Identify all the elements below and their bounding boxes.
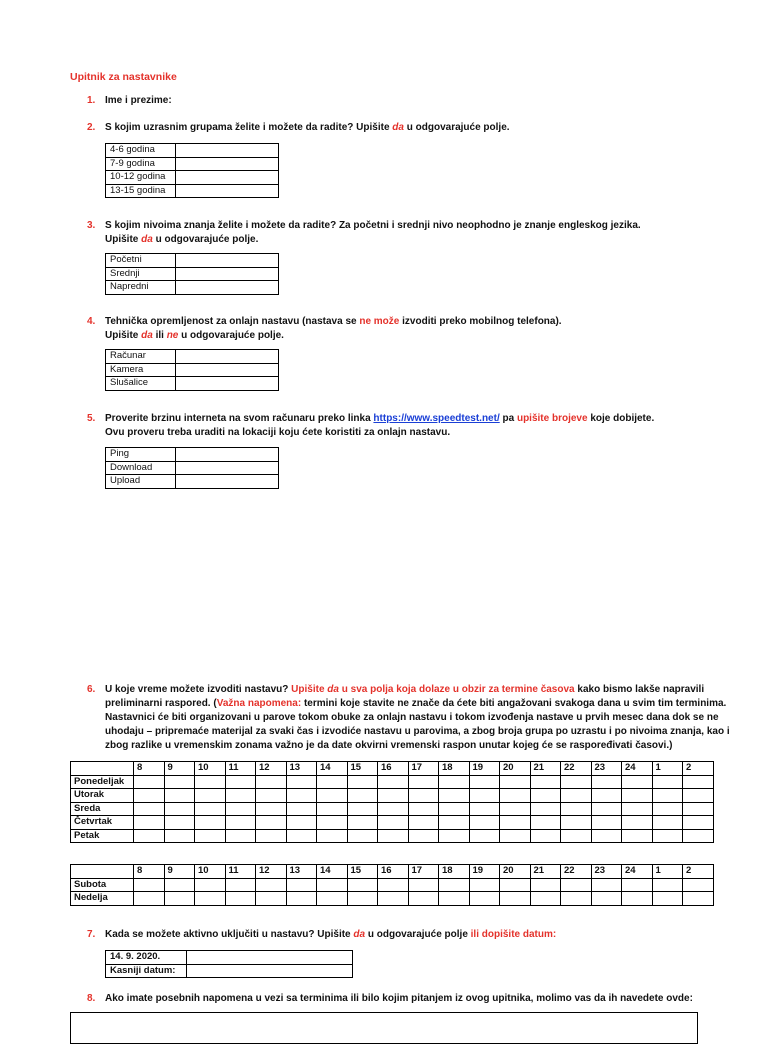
slot-cell[interactable] [347, 878, 378, 892]
slot-cell[interactable] [134, 775, 165, 789]
question-3-instruction: Upišite da u odgovarajuće polje. [105, 234, 259, 245]
day-label: Petak [71, 829, 134, 843]
slot-cell[interactable] [286, 829, 317, 843]
slot-cell[interactable] [622, 878, 653, 892]
slot-cell[interactable] [134, 878, 165, 892]
answer-cell[interactable] [176, 267, 279, 281]
row-label: Download [106, 461, 176, 475]
hour-header: 18 [439, 865, 470, 879]
slot-cell[interactable] [530, 789, 561, 803]
slot-cell[interactable] [256, 829, 287, 843]
answer-cell[interactable] [187, 951, 353, 965]
slot-cell[interactable] [591, 892, 622, 906]
slot-cell[interactable] [652, 789, 683, 803]
slot-cell[interactable] [317, 789, 348, 803]
row-label: 4-6 godina [106, 144, 176, 158]
row-label: 10-12 godina [106, 171, 176, 185]
answer-cell[interactable] [187, 964, 353, 978]
answer-cell[interactable] [176, 144, 279, 158]
slot-cell[interactable] [500, 802, 531, 816]
hour-header: 23 [591, 865, 622, 879]
slot-cell[interactable] [591, 789, 622, 803]
slot-cell[interactable] [561, 878, 592, 892]
answer-cell[interactable] [176, 184, 279, 198]
table-row [71, 829, 714, 843]
slot-cell[interactable] [347, 775, 378, 789]
row-label: 7-9 godina [106, 157, 176, 171]
slot-cell[interactable] [591, 816, 622, 830]
slot-cell[interactable] [164, 775, 195, 789]
start-date-table [105, 950, 353, 978]
slot-cell[interactable] [317, 892, 348, 906]
day-label: Četvrtak [71, 816, 134, 830]
question-4-instruction: Upišite da ili ne u odgovarajuće polje. [105, 330, 284, 341]
slot-cell[interactable] [286, 892, 317, 906]
slot-cell[interactable] [286, 802, 317, 816]
row-label: Računar [106, 350, 176, 364]
answer-cell[interactable] [176, 448, 279, 462]
day-label: Utorak [71, 789, 134, 803]
table-row [71, 816, 714, 830]
slot-cell[interactable] [286, 878, 317, 892]
slot-cell[interactable] [164, 892, 195, 906]
question-6-note-line: Nastavnici će biti organizovani u parove tokom obuke za onlajn nastavu i tokom izvođenja nastave u prvih mesec dana dok se ne [105, 712, 719, 723]
slot-cell[interactable] [469, 829, 500, 843]
slot-cell[interactable] [439, 775, 470, 789]
table-row [106, 363, 279, 377]
slot-cell[interactable] [652, 892, 683, 906]
hour-header: 17 [408, 865, 439, 879]
hour-header: 16 [378, 865, 409, 879]
hour-header: 24 [622, 762, 653, 776]
answer-cell[interactable] [176, 350, 279, 364]
equipment-table [105, 349, 279, 391]
slot-cell[interactable] [439, 789, 470, 803]
row-label: Upload [106, 475, 176, 489]
slot-cell[interactable] [469, 878, 500, 892]
slot-cell[interactable] [256, 878, 287, 892]
slot-cell[interactable] [500, 892, 531, 906]
slot-cell[interactable] [317, 775, 348, 789]
slot-cell[interactable] [652, 829, 683, 843]
slot-cell[interactable] [225, 802, 256, 816]
hour-header: 10 [195, 865, 226, 879]
slot-cell[interactable] [195, 802, 226, 816]
slot-cell[interactable] [652, 775, 683, 789]
slot-cell[interactable] [469, 775, 500, 789]
table-row [106, 144, 279, 158]
slot-cell[interactable] [622, 829, 653, 843]
slot-cell[interactable] [195, 789, 226, 803]
question-number: 4. [87, 316, 96, 327]
hour-header: 21 [530, 762, 561, 776]
hour-header: 18 [439, 762, 470, 776]
slot-cell[interactable] [225, 878, 256, 892]
slot-cell[interactable] [591, 829, 622, 843]
slot-cell[interactable] [378, 829, 409, 843]
row-label: Slušalice [106, 377, 176, 391]
header-row [71, 865, 714, 879]
table-row [106, 184, 279, 198]
slot-cell[interactable] [195, 829, 226, 843]
day-label: Nedelja [71, 892, 134, 906]
slot-cell[interactable] [378, 878, 409, 892]
slot-cell[interactable] [195, 878, 226, 892]
hour-header: 1 [652, 762, 683, 776]
slot-cell[interactable] [378, 775, 409, 789]
slot-cell[interactable] [683, 802, 714, 816]
slot-cell[interactable] [195, 816, 226, 830]
hour-header: 9 [164, 865, 195, 879]
question-6-note-line: uhodaju – pripremaće materijal za svaki čas i izvodiće nastavu u parovima, a zbog broja grupa po uzrastu i po nivoima znanja, kao i [105, 726, 730, 737]
slot-cell[interactable] [256, 802, 287, 816]
answer-cell[interactable] [176, 377, 279, 391]
slot-cell[interactable] [195, 775, 226, 789]
slot-cell[interactable] [378, 802, 409, 816]
slot-cell[interactable] [134, 789, 165, 803]
row-label: Napredni [106, 281, 176, 295]
question-number: 1. [87, 95, 96, 106]
slot-cell[interactable] [530, 802, 561, 816]
day-label: Sreda [71, 802, 134, 816]
slot-cell[interactable] [225, 892, 256, 906]
hour-header: 14 [317, 865, 348, 879]
row-label: Ping [106, 448, 176, 462]
slot-cell[interactable] [378, 816, 409, 830]
slot-cell[interactable] [134, 892, 165, 906]
table-row [106, 171, 279, 185]
table-row [71, 802, 714, 816]
slot-cell[interactable] [469, 789, 500, 803]
day-label: Subota [71, 878, 134, 892]
table-row [106, 461, 279, 475]
slot-cell[interactable] [408, 816, 439, 830]
slot-cell[interactable] [683, 789, 714, 803]
speedtest-link[interactable]: https://www.speedtest.net/ [373, 413, 500, 424]
slot-cell[interactable] [347, 802, 378, 816]
table-row [106, 964, 353, 978]
question-8-text: Ako imate posebnih napomena u vezi sa terminima ili bilo kojim pitanjem iz ovog upitnika, molimo vas da ih navedete ovde: [105, 993, 693, 1004]
table-row [106, 377, 279, 391]
hour-header: 15 [347, 865, 378, 879]
hour-header: 11 [225, 865, 256, 879]
table-row [106, 350, 279, 364]
slot-cell[interactable] [469, 892, 500, 906]
slot-cell[interactable] [164, 829, 195, 843]
table-row [106, 267, 279, 281]
hour-header: 13 [286, 762, 317, 776]
slot-cell[interactable] [408, 892, 439, 906]
question-6-note-line: zbog razlike u vremenskim zonama važno je da date okvirni vremenski raspon unutar kojeg će se raspoređivati časovi.) [105, 740, 673, 751]
slot-cell[interactable] [408, 789, 439, 803]
hour-header: 20 [500, 762, 531, 776]
table-row [106, 157, 279, 171]
row-label: 14. 9. 2020. [106, 951, 187, 965]
answer-cell[interactable] [176, 281, 279, 295]
table-row [106, 281, 279, 295]
slot-cell[interactable] [256, 816, 287, 830]
slot-cell[interactable] [378, 892, 409, 906]
table-row [71, 789, 714, 803]
hour-header: 20 [500, 865, 531, 879]
slot-cell[interactable] [286, 789, 317, 803]
slot-cell[interactable] [195, 892, 226, 906]
table-row [71, 878, 714, 892]
corner-cell [71, 762, 134, 776]
question-3-text: S kojim nivoima znanja želite i možete da radite? Za početni i srednji nivo neophodno je znanje engleskog jezika. [105, 220, 641, 231]
slot-cell[interactable] [134, 802, 165, 816]
slot-cell[interactable] [683, 892, 714, 906]
slot-cell[interactable] [408, 802, 439, 816]
hour-header: 16 [378, 762, 409, 776]
slot-cell[interactable] [317, 802, 348, 816]
table-row [71, 892, 714, 906]
slot-cell[interactable] [591, 775, 622, 789]
slot-cell[interactable] [561, 829, 592, 843]
slot-cell[interactable] [408, 878, 439, 892]
answer-cell[interactable] [176, 363, 279, 377]
hour-header: 15 [347, 762, 378, 776]
answer-cell[interactable] [176, 157, 279, 171]
slot-cell[interactable] [347, 829, 378, 843]
slot-cell[interactable] [530, 878, 561, 892]
slot-cell[interactable] [561, 775, 592, 789]
slot-cell[interactable] [439, 816, 470, 830]
hour-header: 10 [195, 762, 226, 776]
slot-cell[interactable] [256, 892, 287, 906]
slot-cell[interactable] [317, 816, 348, 830]
header-row [71, 762, 714, 776]
slot-cell[interactable] [134, 816, 165, 830]
slot-cell[interactable] [225, 829, 256, 843]
slot-cell[interactable] [622, 892, 653, 906]
slot-cell[interactable] [500, 829, 531, 843]
question-number: 5. [87, 413, 96, 424]
slot-cell[interactable] [225, 816, 256, 830]
question-2-text: S kojim uzrasnim grupama želite i možete da radite? Upišite da u odgovarajuće polje. [105, 122, 510, 133]
table-row [106, 475, 279, 489]
weekday-schedule-table [70, 761, 714, 843]
hour-header: 11 [225, 762, 256, 776]
answer-cell[interactable] [176, 461, 279, 475]
hour-header: 23 [591, 762, 622, 776]
slot-cell[interactable] [683, 878, 714, 892]
slot-cell[interactable] [347, 892, 378, 906]
slot-cell[interactable] [164, 802, 195, 816]
slot-cell[interactable] [256, 775, 287, 789]
slot-cell[interactable] [530, 892, 561, 906]
slot-cell[interactable] [500, 789, 531, 803]
row-label: Kamera [106, 363, 176, 377]
slot-cell[interactable] [500, 878, 531, 892]
slot-cell[interactable] [347, 816, 378, 830]
slot-cell[interactable] [134, 829, 165, 843]
slot-cell[interactable] [256, 789, 287, 803]
slot-cell[interactable] [530, 829, 561, 843]
levels-table [105, 253, 279, 295]
question-number: 7. [87, 929, 96, 940]
hour-header: 19 [469, 762, 500, 776]
slot-cell[interactable] [408, 829, 439, 843]
slot-cell[interactable] [622, 775, 653, 789]
slot-cell[interactable] [561, 892, 592, 906]
slot-cell[interactable] [469, 816, 500, 830]
slot-cell[interactable] [317, 878, 348, 892]
hour-header: 2 [683, 762, 714, 776]
question-number: 6. [87, 684, 96, 695]
slot-cell[interactable] [652, 802, 683, 816]
question-number: 3. [87, 220, 96, 231]
question-6-text: U koje vreme možete izvoditi nastavu? Upišite da u sva polja koja dolaze u obzir za termine časova kako bismo lakše napravili [105, 684, 705, 695]
row-label: Početni [106, 254, 176, 268]
answer-cell[interactable] [176, 475, 279, 489]
answer-cell[interactable] [176, 171, 279, 185]
slot-cell[interactable] [164, 789, 195, 803]
slot-cell[interactable] [591, 802, 622, 816]
hour-header: 1 [652, 865, 683, 879]
slot-cell[interactable] [408, 775, 439, 789]
question-5-text: Proverite brzinu interneta na svom računaru preko linka https://www.speedtest.net/ pa upišite brojeve koje dobijete. [105, 413, 655, 424]
answer-cell[interactable] [176, 254, 279, 268]
question-6-note: preliminarni raspored. (Važna napomena: termini koje stavite ne znače da ćete biti angažovani svakoga dana u svim tim terminima. [105, 698, 727, 709]
slot-cell[interactable] [164, 816, 195, 830]
table-row [106, 448, 279, 462]
slot-cell[interactable] [530, 775, 561, 789]
slot-cell[interactable] [500, 816, 531, 830]
hour-header: 9 [164, 762, 195, 776]
question-4-text: Tehnička opremljenost za onlajn nastavu (nastava se ne može izvoditi preko mobilnog telefona). [105, 316, 562, 327]
slot-cell[interactable] [561, 816, 592, 830]
slot-cell[interactable] [683, 775, 714, 789]
slot-cell[interactable] [622, 802, 653, 816]
slot-cell[interactable] [561, 789, 592, 803]
slot-cell[interactable] [225, 775, 256, 789]
hour-header: 17 [408, 762, 439, 776]
slot-cell[interactable] [683, 816, 714, 830]
slot-cell[interactable] [652, 878, 683, 892]
slot-cell[interactable] [439, 878, 470, 892]
table-row [106, 951, 353, 965]
slot-cell[interactable] [622, 816, 653, 830]
speed-table [105, 447, 279, 489]
age-groups-table [105, 143, 279, 198]
slot-cell[interactable] [469, 802, 500, 816]
slot-cell[interactable] [378, 789, 409, 803]
row-label: Kasniji datum: [106, 964, 187, 978]
hour-header: 8 [134, 762, 165, 776]
corner-cell [71, 865, 134, 879]
slot-cell[interactable] [317, 829, 348, 843]
hour-header: 22 [561, 762, 592, 776]
notes-box[interactable] [70, 1012, 698, 1044]
table-row [71, 775, 714, 789]
hour-header: 2 [683, 865, 714, 879]
weekend-schedule-table [70, 864, 714, 906]
slot-cell[interactable] [286, 775, 317, 789]
slot-cell[interactable] [591, 878, 622, 892]
hour-header: 8 [134, 865, 165, 879]
hour-header: 14 [317, 762, 348, 776]
slot-cell[interactable] [439, 892, 470, 906]
row-label: 13-15 godina [106, 184, 176, 198]
slot-cell[interactable] [530, 816, 561, 830]
page-title: Upitnik za nastavnike [70, 71, 177, 83]
hour-header: 21 [530, 865, 561, 879]
slot-cell[interactable] [439, 802, 470, 816]
slot-cell[interactable] [347, 789, 378, 803]
slot-cell[interactable] [622, 789, 653, 803]
slot-cell[interactable] [500, 775, 531, 789]
slot-cell[interactable] [439, 829, 470, 843]
question-1-text: Ime i prezime: [105, 95, 172, 106]
question-5-instruction: Ovu proveru treba uraditi na lokaciji koju ćete koristiti za onlajn nastavu. [105, 427, 451, 438]
table-row [106, 254, 279, 268]
slot-cell[interactable] [683, 829, 714, 843]
question-number: 8. [87, 993, 96, 1004]
slot-cell[interactable] [652, 816, 683, 830]
hour-header: 12 [256, 865, 287, 879]
row-label: Srednji [106, 267, 176, 281]
day-label: Ponedeljak [71, 775, 134, 789]
slot-cell[interactable] [561, 802, 592, 816]
question-7-text: Kada se možete aktivno uključiti u nastavu? Upišite da u odgovarajuće polje ili dopišite datum: [105, 929, 557, 940]
hour-header: 12 [256, 762, 287, 776]
question-number: 2. [87, 122, 96, 133]
hour-header: 24 [622, 865, 653, 879]
slot-cell[interactable] [164, 878, 195, 892]
hour-header: 22 [561, 865, 592, 879]
slot-cell[interactable] [225, 789, 256, 803]
hour-header: 13 [286, 865, 317, 879]
slot-cell[interactable] [286, 816, 317, 830]
hour-header: 19 [469, 865, 500, 879]
